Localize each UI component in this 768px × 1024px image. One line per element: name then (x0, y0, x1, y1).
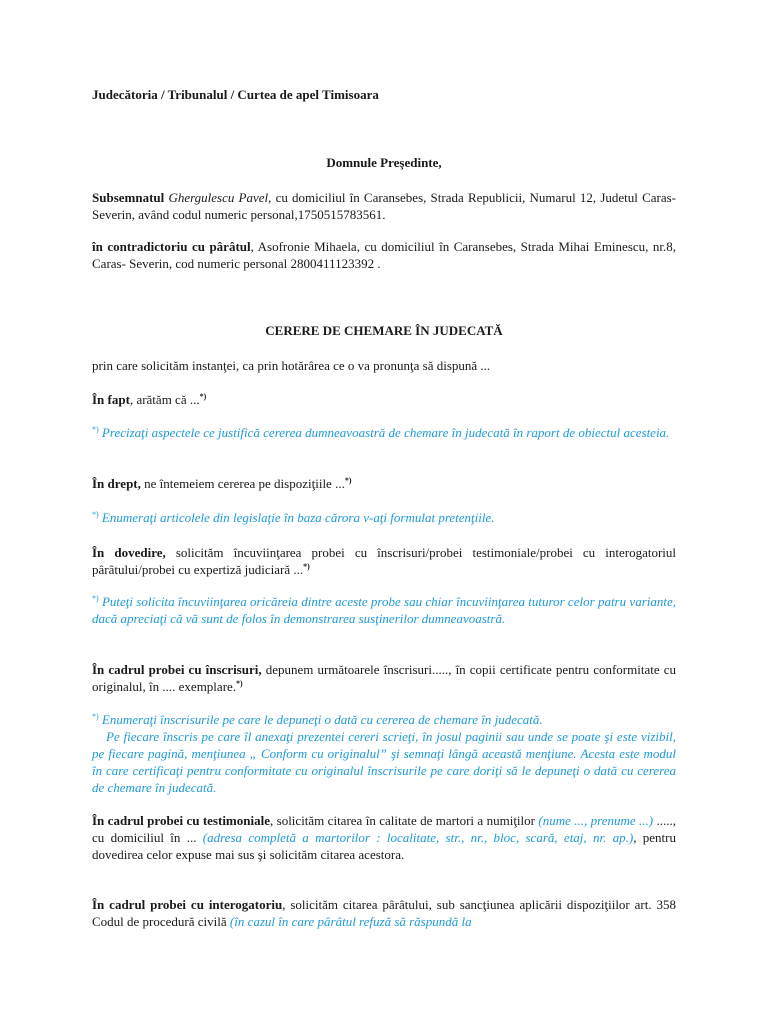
proba-testimoniale-text1: , solicităm citarea în calitate de martori a numiţilor (270, 813, 539, 828)
proba-testimoniale-text2: ....., cu domiciliul în ... (92, 813, 677, 845)
defendant-label: în contradictoriu cu pârâtul (92, 239, 251, 254)
footnote-mark: *) (199, 392, 207, 401)
proba-inscrisuri-note-line1: Enumeraţi înscrisurile pe care le depuneţi o dată cu cererea de chemare în judecată. (98, 712, 543, 727)
in-drept-label: În drept, (92, 476, 141, 491)
footnote-mark: *) (92, 594, 99, 603)
in-fapt-paragraph (92, 391, 676, 408)
footnote-mark: *) (303, 562, 310, 571)
proba-testimoniale-paragraph (92, 812, 676, 863)
court-header: Judecătoria / Tribunalul / Curtea de apel Timisoara (92, 87, 379, 102)
in-dovedire-text: solicităm încuviinţarea probei cu înscrisuri/probei testimoniale/probei cu interogatoriul pârâtului/probei cu expertiză judiciară ... (92, 545, 677, 577)
in-drept-text: ne întemeiem cererea pe dispoziţiile ... (140, 476, 345, 491)
footnote-mark: *) (344, 476, 352, 485)
in-drept-paragraph (92, 475, 676, 492)
footnote-mark: *) (92, 425, 99, 434)
in-drept-note (92, 509, 676, 526)
proba-inscrisuri-label: În cadrul probei cu înscrisuri, (92, 662, 262, 677)
in-dovedire-note (92, 593, 676, 627)
proba-testimoniale-text3: , pentru dovedirea celor expuse mai sus şi solicităm citarea acestora. (92, 830, 676, 862)
plaintiff-paragraph (92, 189, 676, 223)
proba-interogatoriu-paragraph (92, 896, 676, 930)
in-drept-note-text: Enumeraţi articolele din legislaţie în baza cărora v-aţi formulat pretenţiile. (98, 510, 495, 525)
proba-inscrisuri-paragraph (92, 661, 676, 695)
proba-interogatoriu-hint: (în cazul în care pârâtul refuză să răspundă la (229, 914, 472, 929)
salutation: Domnule Preşedinte, (326, 155, 442, 170)
plaintiff-name: Ghergulescu Pavel (168, 190, 269, 205)
proba-testimoniale-hint2: (adresa completă a martorilor : localitate, str., nr., bloc, scară, etaj, nr. ap.) (202, 830, 634, 845)
proba-inscrisuri-note (92, 711, 676, 796)
footnote-mark: *) (236, 679, 243, 688)
proba-interogatoriu-text: , solicităm citarea pârâtului, sub sancţiunea aplicării dispoziţiilor art. 358 Codul de procedură civilă (92, 897, 676, 929)
proba-inscrisuri-note-line2: Pe fiecare înscris pe care îl anexaţi prezentei cereri scrieţi, în josul paginii sau unde se poate şi este vizibil, pe fiecare pagină, menţiunea „ Conform cu originalul” şi semnaţi lângă această menţiune. Acesta este modul în care certificaţi pentru conformitate cu originalul înscrisurile pe care doriţi să le depuneţi o dată cu cererea de chemare în judecată. (92, 729, 676, 795)
in-dovedire-label: În dovedire, (92, 545, 166, 560)
in-fapt-text: , arătăm că ... (129, 392, 200, 407)
plaintiff-label: Subsemnatul (92, 190, 165, 205)
document-title: CERERE DE CHEMARE ÎN JUDECATĂ (265, 323, 503, 338)
defendant-paragraph (92, 238, 676, 272)
plaintiff-details: , cu domiciliul în Caransebes, Strada Republicii, Numarul 12, Judetul Caras-Severin, având codul numeric personal,1750515783561. (92, 190, 676, 222)
defendant-details: , Asofronie Mihaela, cu domiciliul în Caransebes, Strada Mihai Eminescu, nr.8, Caras- Severin, cod numeric personal 2800411123392 . (92, 239, 676, 271)
footnote-mark: *) (92, 712, 99, 721)
in-dovedire-paragraph (92, 544, 676, 578)
proba-testimoniale-hint1: (nume ..., prenume ...) (538, 813, 654, 828)
in-fapt-note (92, 424, 676, 441)
in-fapt-note-text: Precizaţi aspectele ce justifică cererea dumneavoastră de chemare în judecată în raport de obiectul acesteia. (98, 425, 670, 440)
proba-inscrisuri-text: depunem următoarele înscrisuri....., în copii certificate pentru conformitate cu originalul, în .... exemplare. (92, 662, 676, 694)
document-page (92, 0, 676, 1024)
proba-testimoniale-label: În cadrul probei cu testimoniale (92, 813, 270, 828)
in-dovedire-note-text: Puteţi solicita încuviinţarea oricăreia dintre aceste probe sau chiar încuviinţarea tuturor celor patru variante, dacă apreciaţi că vă sunt de folos în demonstrarea susţinerilor dumneavoastră. (92, 594, 676, 626)
in-fapt-label: În fapt (92, 392, 130, 407)
footnote-mark: *) (92, 510, 99, 519)
intro-line: prin care solicităm instanţei, ca prin hotărârea ce o va pronunţa să dispună ... (92, 358, 491, 373)
proba-interogatoriu-label: În cadrul probei cu interogatoriu (92, 897, 283, 912)
